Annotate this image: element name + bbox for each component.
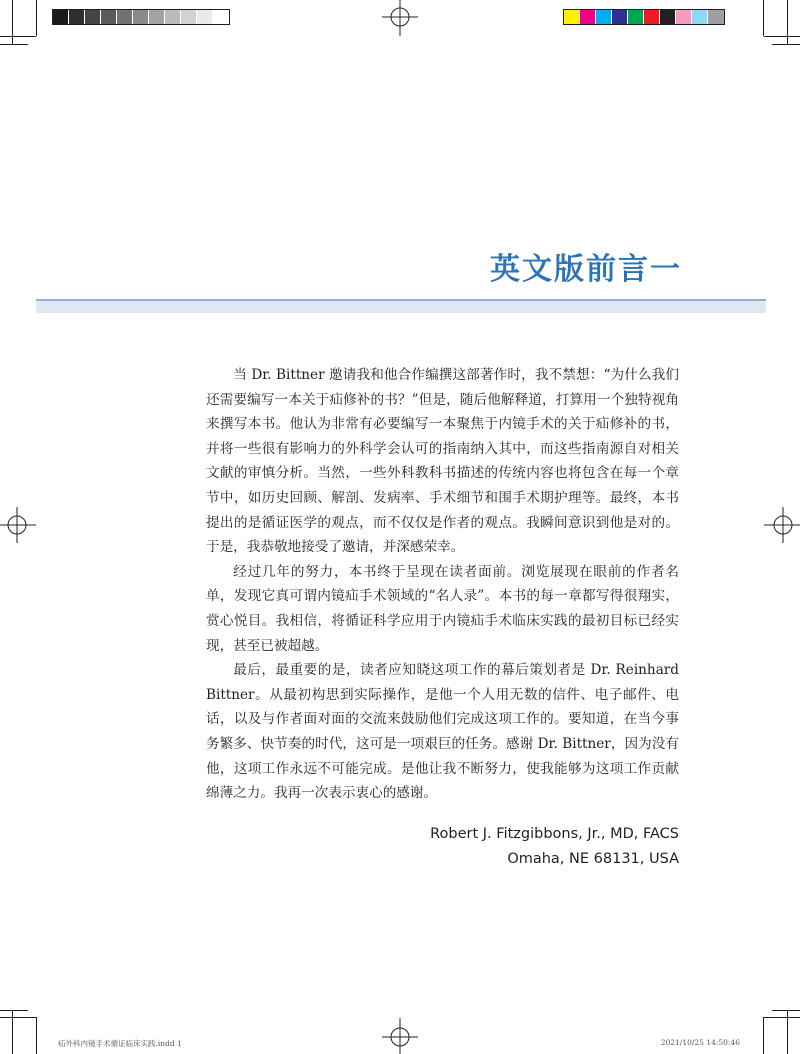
- gray-swatch: [149, 10, 165, 24]
- color-swatch: [564, 10, 580, 24]
- title-divider: [36, 299, 766, 313]
- color-swatch: [676, 10, 692, 24]
- registration-mark-top: [380, 0, 420, 36]
- slug-timestamp: 2021/10/25 14:50:46: [660, 1038, 740, 1047]
- cmyk-color-bar: [563, 9, 725, 25]
- signature-name: Robert J. Fitzgibbons, Jr., MD, FACS: [430, 826, 679, 842]
- gray-swatch: [117, 10, 133, 24]
- gray-swatch: [181, 10, 197, 24]
- foreword-body: [206, 363, 679, 806]
- slug-filename: 疝外科内镜手术循证临床实践.indd 1: [58, 1039, 182, 1048]
- color-swatch: [708, 10, 724, 24]
- gray-swatch: [101, 10, 117, 24]
- registration-mark-bottom: [380, 1018, 420, 1054]
- color-swatch: [628, 10, 644, 24]
- color-swatch: [692, 10, 708, 24]
- paragraph: 当 Dr. Bittner 邀请我和他合作编撰这部著作时，我不禁想：“为什么我们还需要编写一本关于疝修补的书？”但是，随后他解释道，打算用一个独特视角来撰写本书。他认为非常有必要编写一本聚焦于内镜手术的关于疝修补的书，并将一些很有影响力的外科学会认可的指南纳入其中，而这些指南源自对相关文献的审慎分析。当然，一些外科教科书描述的传统内容也将包含在每一个章节中，如历史回顾、解剖、发病率、手术细节和围手术期护理等。最终，本书提出的是循证医学的观点，而不仅仅是作者的观点。我瞬间意识到他是对的。于是，我恭敬地接受了邀请，并深感荣幸。: [206, 367, 679, 556]
- color-swatch: [660, 10, 676, 24]
- gray-swatch: [213, 10, 229, 24]
- gray-swatch: [133, 10, 149, 24]
- color-swatch: [612, 10, 628, 24]
- registration-mark-left: [0, 505, 36, 545]
- grayscale-color-bar: [52, 9, 230, 25]
- gray-swatch: [197, 10, 213, 24]
- paragraph: 最后，最重要的是，读者应知晓这项工作的幕后策划者是 Dr. Reinhard Bittner。从最初构思到实际操作，是他一个人用无数的信件、电子邮件、电话，以及与作者面对面的交流来鼓励他们完成这项工作的。要知道，在当今事务繁多、快节奏的时代，这可是一项艰巨的任务。感谢 Dr. Bittner，因为没有他，这项工作永远不可能完成。是他让我不断努力，使我能够为这项工作贡献绵薄之力。我再一次表示衷心的感谢。: [206, 662, 679, 802]
- color-swatch: [596, 10, 612, 24]
- color-swatch: [580, 10, 596, 24]
- registration-mark-right: [764, 505, 800, 545]
- gray-swatch: [53, 10, 69, 24]
- chapter-title: 英文版前言一: [490, 252, 682, 287]
- gray-swatch: [69, 10, 85, 24]
- signature-location: Omaha, NE 68131, USA: [507, 851, 679, 867]
- gray-swatch: [165, 10, 181, 24]
- color-swatch: [644, 10, 660, 24]
- gray-swatch: [85, 10, 101, 24]
- paragraph: 经过几年的努力，本书终于呈现在读者面前。浏览展现在眼前的作者名单，发现它真可谓内镜疝手术领域的“名人录”。本书的每一章都写得很翔实，赏心悦目。我相信，将循证科学应用于内镜疝手术临床实践的最初目标已经实现，甚至已被超越。: [206, 563, 679, 654]
